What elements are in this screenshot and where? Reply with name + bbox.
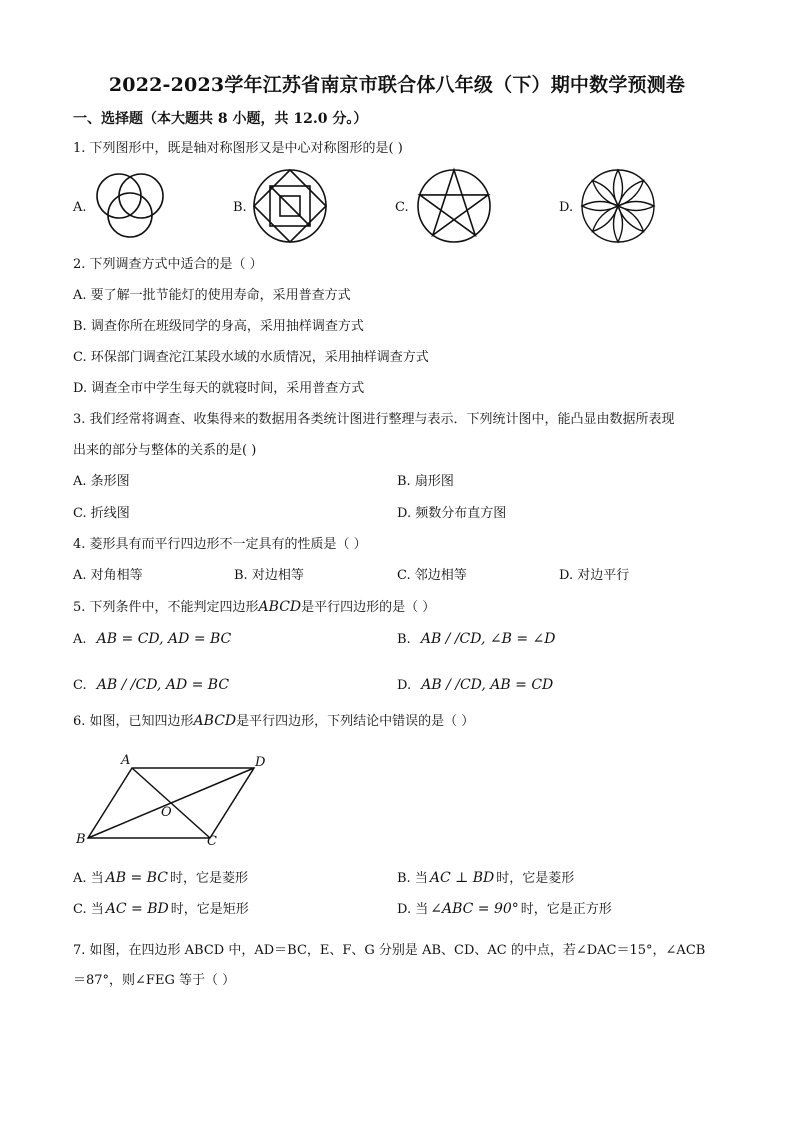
page-title: 2022-2023学年江苏省南京市联合体八年级（下）期中数学预测卷 xyxy=(108,74,686,96)
q6-option-c-pre: C. 当 xyxy=(73,902,104,917)
q5-option-b xyxy=(397,630,556,649)
q3-option-d: D. 频数分布直方图 xyxy=(397,506,507,521)
q5-stem-math: ABCD xyxy=(258,599,302,615)
q6-option-c-math: AC = BD xyxy=(105,901,169,917)
q5-option-b-math: AB / /CD, ∠B = ∠D xyxy=(420,631,556,647)
q1-option-a-label: A. xyxy=(73,200,87,215)
q5-option-a-letter: A. xyxy=(73,632,87,647)
q3-stem-line2: 出来的部分与整体的关系的是( ) xyxy=(73,443,257,458)
q6-label-o: O xyxy=(161,805,172,820)
q7-stem-line2: ＝87°，则∠FEG 等于（ ） xyxy=(73,973,236,988)
q6-label-a: A xyxy=(121,753,131,768)
q2-option-d: D. 调查全市中学生每天的就寝时间，采用普查方式 xyxy=(73,381,365,396)
q6-stem-post: 是平行四边形，下列结论中错误的是（ ） xyxy=(236,714,475,729)
q6-label-d: D xyxy=(255,755,266,770)
section-heading: 一、选择题（本大题共 8 小题，共 12.0 分。） xyxy=(73,111,368,127)
q5-option-b-letter: B. xyxy=(397,632,411,647)
q6-option-b-post: 时，它是菱形 xyxy=(496,871,575,886)
q1-figure-b-square-in-circle xyxy=(252,168,328,244)
q5-option-a-math: AB = CD, AD = BC xyxy=(96,631,232,647)
q5-option-c-letter: C. xyxy=(73,678,87,693)
q6-stem xyxy=(73,712,474,731)
q5-option-d-letter: D. xyxy=(397,678,412,693)
q4-option-a: A. 对角相等 xyxy=(73,568,143,583)
q4-stem: 4. 菱形具有而平行四边形不一定具有的性质是（ ） xyxy=(73,537,367,552)
q6-option-b xyxy=(397,869,574,888)
q4-option-b: B. 对边相等 xyxy=(234,568,304,583)
q5-option-c-math: AB / /CD, AD = BC xyxy=(96,677,230,693)
q1-figure-d-flower-in-circle xyxy=(580,168,656,244)
q5-stem-pre: 5. 下列条件中，不能判定四边形 xyxy=(73,600,259,615)
q4-option-d: D. 对边平行 xyxy=(559,568,630,583)
q3-stem-line1: 3. 我们经常将调查、收集得来的数据用各类统计图进行整理与表示．下列统计图中，能凸显由数据所表现 xyxy=(73,412,675,427)
q6-option-c xyxy=(73,900,249,919)
q6-option-d-pre: D. 当 xyxy=(397,902,429,917)
q6-option-d-post: 时，它是正方形 xyxy=(520,902,612,917)
q2-option-c: C. 环保部门调查沱江某段水域的水质情况，采用抽样调查方式 xyxy=(73,350,429,365)
q2-stem: 2. 下列调查方式中适合的是（ ） xyxy=(73,257,263,272)
q7-stem-line1: 7. 如图，在四边形 ABCD 中，AD＝BC，E、F、G 分别是 AB、CD、AC 的中点，若∠DAC＝15°，∠ACB xyxy=(73,943,706,958)
q6-parallelogram-figure xyxy=(88,764,258,844)
q6-option-c-post: 时，它是矩形 xyxy=(170,902,249,917)
q5-option-d-math: AB / /CD, AB = CD xyxy=(421,677,554,693)
q5-stem-post: 是平行四边形的是（ ） xyxy=(301,600,436,615)
q6-option-a-pre: A. 当 xyxy=(73,871,104,886)
q6-stem-math: ABCD xyxy=(193,713,237,729)
q3-option-a: A. 条形图 xyxy=(73,474,130,489)
q6-option-b-pre: B. 当 xyxy=(397,871,428,886)
q1-option-b-label: B. xyxy=(233,200,247,215)
q6-option-b-math: AC ⊥ BD xyxy=(429,870,495,886)
q2-option-b: B. 调查你所在班级同学的身高，采用抽样调查方式 xyxy=(73,319,364,334)
q6-option-d xyxy=(397,900,612,919)
q5-option-c xyxy=(73,676,229,695)
q6-label-b: B xyxy=(76,832,86,847)
q6-label-c: C xyxy=(207,834,217,849)
q6-option-a-post: 时，它是菱形 xyxy=(169,871,248,886)
q5-stem xyxy=(73,598,435,617)
q6-option-d-math: ∠ABC = 90° xyxy=(430,901,519,917)
q6-option-a xyxy=(73,869,248,888)
q2-option-a: A. 要了解一批节能灯的使用寿命，采用普查方式 xyxy=(73,288,351,303)
q1-option-d-label: D. xyxy=(559,200,574,215)
q5-option-a xyxy=(73,630,231,649)
q6-option-a-math: AB = BC xyxy=(105,870,168,886)
q3-option-b: B. 扇形图 xyxy=(397,474,454,489)
q1-option-c-label: C. xyxy=(395,200,409,215)
q4-option-c: C. 邻边相等 xyxy=(397,568,467,583)
q3-option-c: C. 折线图 xyxy=(73,506,130,521)
q1-figure-c-star-in-circle xyxy=(416,168,492,244)
q5-option-d xyxy=(397,676,553,695)
q1-figure-a-three-circles xyxy=(92,170,172,244)
q1-stem: 1. 下列图形中，既是轴对称图形又是中心对称图形的是( ) xyxy=(73,141,403,156)
q6-stem-pre: 6. 如图，已知四边形 xyxy=(73,714,194,729)
